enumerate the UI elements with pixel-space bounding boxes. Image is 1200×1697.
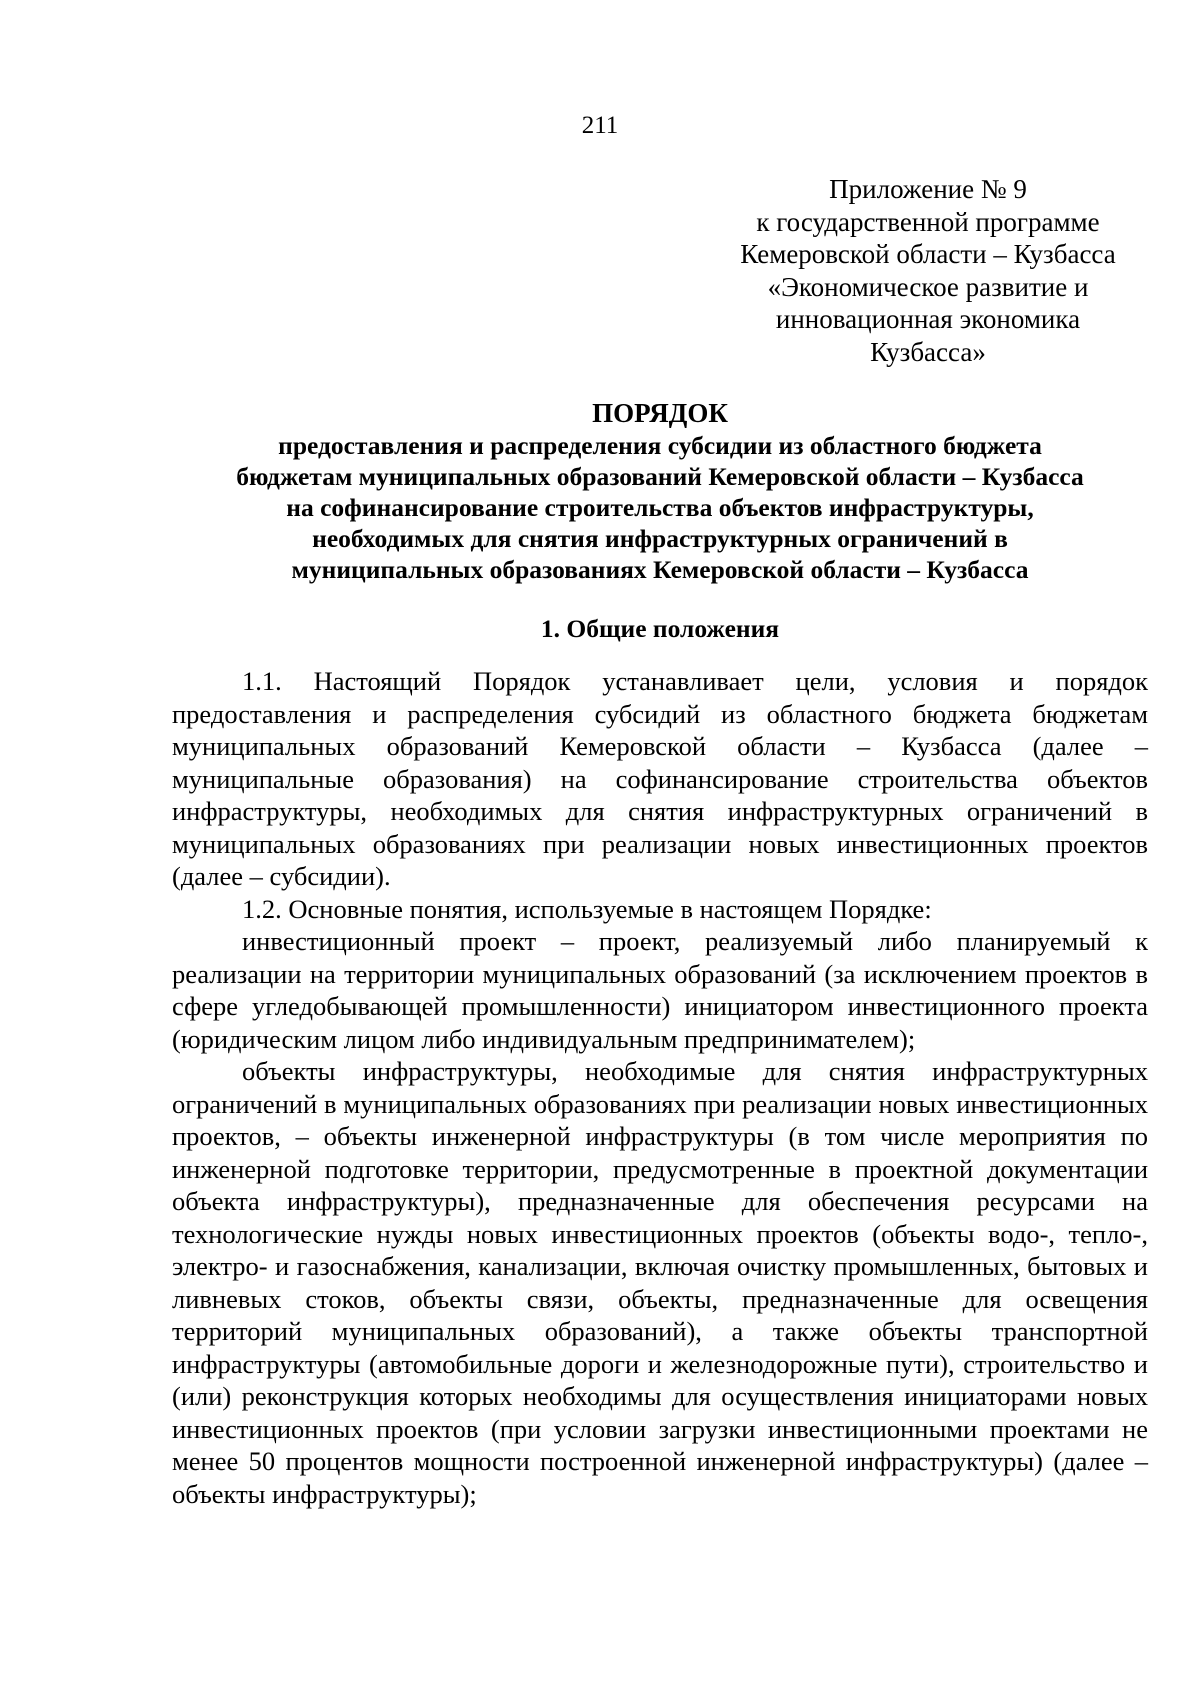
appendix-line: Приложение № 9 <box>829 174 1027 204</box>
paragraph: 1.2. Основные понятия, используемые в настоящем Порядке: <box>242 893 932 924</box>
appendix-line: к государственной программе <box>756 206 1100 237</box>
title-line: муниципальных образованиях Кемеровской области – Кузбасса <box>291 555 1029 584</box>
page-number: 211 <box>581 112 619 139</box>
title-line: необходимых для снятия инфраструктурных ограничений в <box>312 524 1008 553</box>
document-title <box>160 397 1160 585</box>
title-line: на софинансирование строительства объектов инфраструктуры, <box>286 493 1034 522</box>
title-line: предоставления и распределения субсидии из областного бюджета <box>278 431 1042 460</box>
appendix-line: Кузбасса» <box>870 336 986 367</box>
title-subtitle <box>160 430 1160 585</box>
title-main: ПОРЯДОК <box>592 398 728 428</box>
paragraph: 1.1. Настоящий Порядок устанавливает цели, условия и порядок предоставления и распределения субсидий из областного бюджета бюджетам муниципальных образований Кемеровской области – Кузбасса (далее – муниципальные образования) на софинансирование строительства объектов инфраструктуры, необходимых для снятия инфраструктурных ограничений в муниципальных образованиях при реализации новых инвестиционных проектов (далее – субсидии). <box>172 666 1148 891</box>
appendix-line: инновационная экономика <box>775 304 1081 334</box>
paragraph: объекты инфраструктуры, необходимые для снятия инфраструктурных ограничений в муниципальных образованиях при реализации новых инвестиционных проектов, – объекты инженерной инфраструктуры (в том числе мероприятия по инженерной подготовке территории, предусмотренные в проектной документации объекта инфраструктуры), предназначенные для обеспечения ресурсами на технологические нужды новых инвестиционных проектов (объекты водо-, тепло-, электро- и газоснабжения, канализации, включая очистку промышленных, бытовых и ливневых стоков, объекты связи, объекты, предназначенные для освещения территорий муниципальных образований), а также объекты транспортной инфраструктуры (автомобильные дороги и железнодорожные пути), строительство и (или) реконструкция которых необходимы для осуществления инициаторами новых инвестиционных проектов (при условии загрузки инвестиционными проектами не менее 50 процентов мощности построенной инженерной инфраструктуры) (далее – объекты инфраструктуры); <box>172 1056 1148 1509</box>
title-line: бюджетам муниципальных образований Кемеровской области – Кузбасса <box>236 462 1084 491</box>
appendix-header <box>728 173 1128 368</box>
appendix-line: «Экономическое развитие и <box>767 271 1089 302</box>
section-heading: 1. Общие положения <box>540 614 780 643</box>
appendix-line: Кемеровской области – Кузбасса <box>740 239 1116 269</box>
paragraph: инвестиционный проект – проект, реализуемый либо планируемый к реализации на территории муниципальных образований (за исключением проектов в сфере угледобывающей промышленности) инициатором инвестиционного проекта (юридическим лицом либо индивидуальным предпринимателем); <box>172 926 1148 1054</box>
document-body <box>172 665 1148 1510</box>
